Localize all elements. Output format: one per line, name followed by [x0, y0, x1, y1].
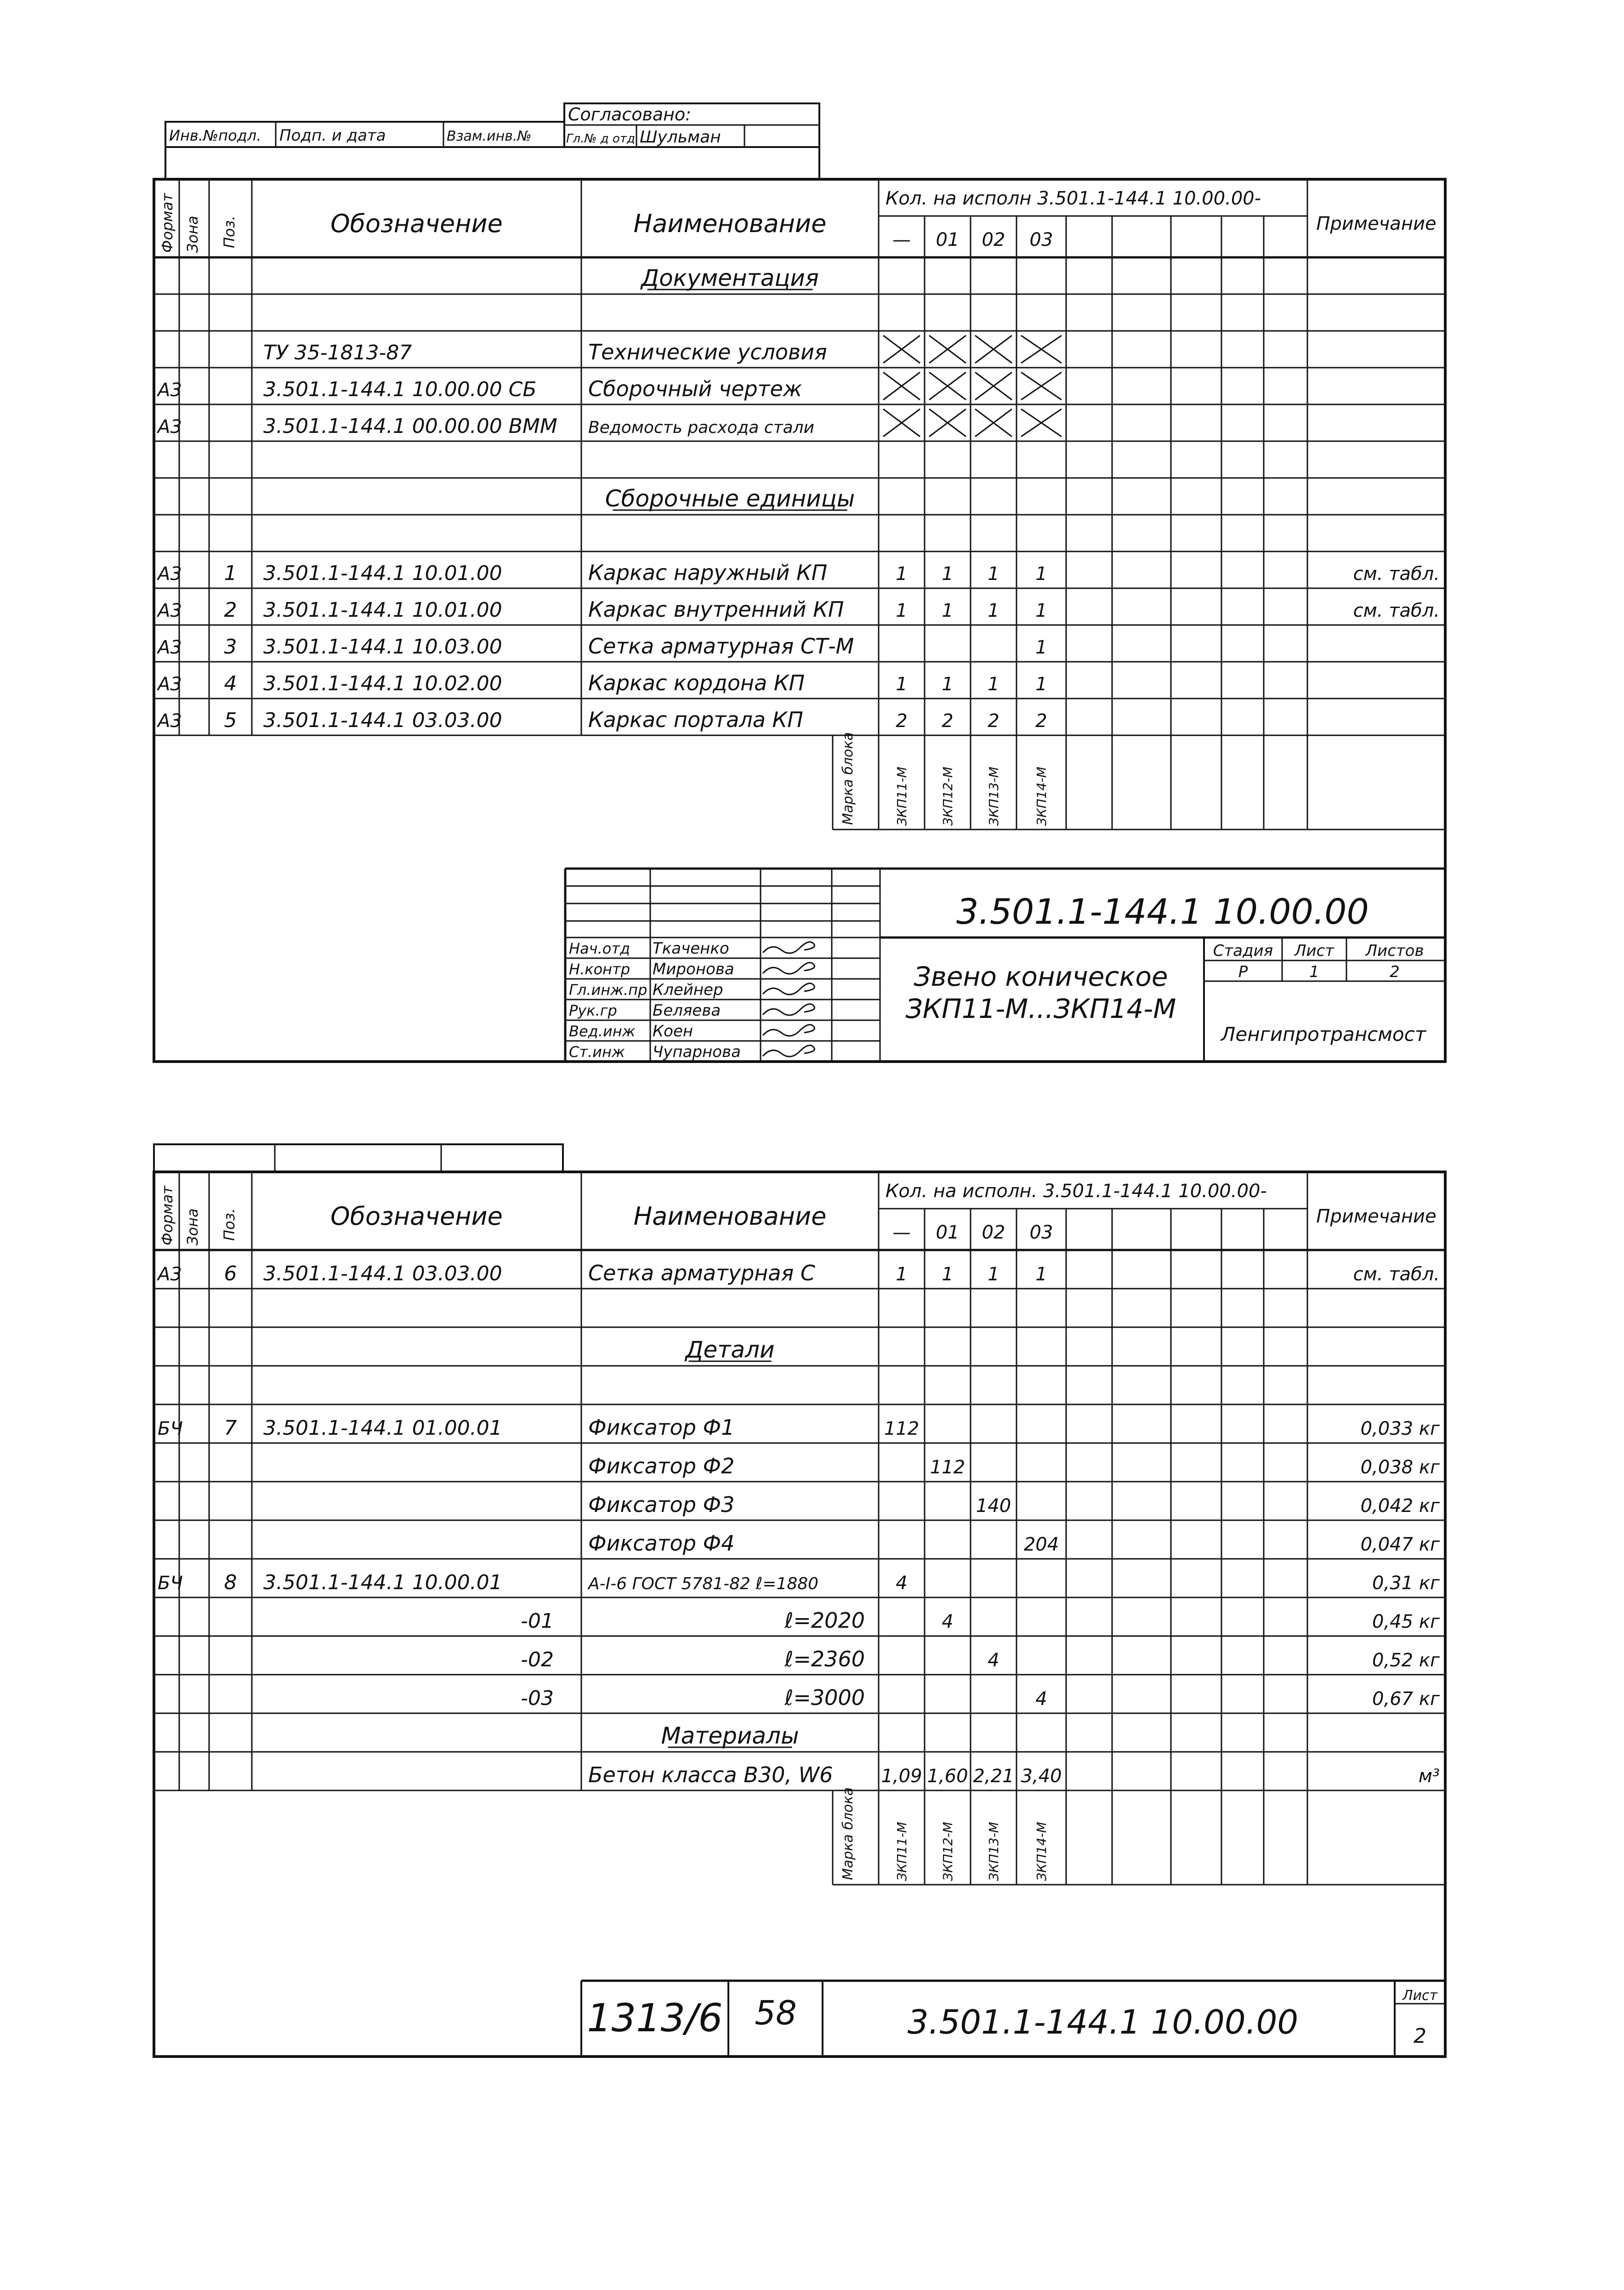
cell-name: Каркас наружный КП	[588, 560, 828, 585]
stamp-inv-label: Инв.№подл.	[169, 127, 261, 144]
cell-format: А3	[158, 380, 182, 401]
cell-designation: 3.501.1-144.1 10.01.00	[263, 562, 502, 585]
cell-qty: 1,09	[881, 1766, 922, 1787]
cell-designation: 3.501.1-144.1 10.01.00	[263, 598, 502, 622]
header-qty-col: 03	[1029, 229, 1053, 250]
cell-name: Фиксатор Ф2	[588, 1454, 735, 1478]
cell-qty: 1	[896, 674, 908, 695]
cell-qty: 140	[976, 1495, 1011, 1517]
cell-qty: 4	[896, 1573, 908, 1594]
cell-note: см. табл.	[1353, 563, 1440, 585]
cell-qty: 1	[942, 1264, 954, 1285]
cell-qty: 3,40	[1021, 1766, 1062, 1787]
cell-name: Каркас портала КП	[588, 707, 803, 732]
signature	[763, 942, 815, 953]
cell-qty: 1	[1035, 674, 1047, 695]
cell-name: Бетон класса В30, W6	[588, 1762, 833, 1787]
block-mark: ЗКП12-М	[940, 1822, 955, 1881]
cell-name: Фиксатор Ф4	[588, 1531, 735, 1556]
block-mark: ЗКП11-М	[894, 767, 909, 826]
cell-qty: 2,21	[973, 1766, 1014, 1787]
cell-pos: 1	[224, 562, 237, 585]
section-title: Детали	[685, 1336, 775, 1363]
block-mark: ЗКП12-М	[940, 767, 955, 826]
signer-name: Коен	[653, 1022, 693, 1040]
cell-qty: 1	[896, 600, 908, 621]
sheet-value: 1	[1309, 963, 1319, 981]
doc-title: Звено коническое	[914, 961, 1168, 992]
signer-name: Миронова	[653, 960, 734, 978]
cell-qty: 204	[1023, 1534, 1059, 1555]
stamp-sign-label: Подп. и дата	[279, 126, 386, 145]
sheets-label: Листов	[1365, 942, 1424, 960]
header-name: Наименование	[633, 209, 827, 238]
doc-number: 3.501.1-144.1 10.00.00	[956, 891, 1369, 932]
cell-name: ℓ=2020	[784, 1608, 865, 1633]
cell-name: Сборочный чертеж	[588, 376, 802, 401]
block-mark: ЗКП13-М	[986, 767, 1001, 826]
cell-qty: 112	[884, 1418, 920, 1439]
cell-designation: 3.501.1-144.1 10.00.00 СБ	[263, 378, 537, 401]
stamp-replace-label: Взам.инв.№	[447, 128, 532, 144]
cell-designation: 3.501.1-144.1 10.03.00	[263, 635, 502, 659]
cell-name: Каркас внутренний КП	[588, 597, 844, 622]
cell-name: Каркас кордона КП	[588, 671, 805, 695]
signature	[763, 1046, 815, 1057]
sheet2-stamp-tabs	[154, 1144, 563, 1172]
signer-name: Беляева	[653, 1001, 721, 1020]
section-title: Сборочные единицы	[605, 485, 855, 512]
cell-pos: 6	[224, 1262, 237, 1285]
signer-role: Н.контр	[569, 960, 630, 978]
header-designation: Обозначение	[330, 1202, 503, 1231]
header-zone: Зона	[184, 1208, 201, 1245]
doc-number: 3.501.1-144.1 10.00.00	[907, 2003, 1299, 2041]
cell-designation: 3.501.1-144.1 03.03.00	[263, 1262, 502, 1285]
cell-note: 0,038 кг	[1360, 1457, 1440, 1478]
cell-note: м³	[1418, 1766, 1440, 1787]
section-title: Материалы	[661, 1722, 799, 1749]
archive-number: 1313/6	[587, 1995, 723, 2040]
cell-note: см. табл.	[1353, 1264, 1440, 1285]
cell-note: 0,047 кг	[1360, 1534, 1440, 1555]
signer-name: Ткаченко	[653, 939, 729, 958]
page-number: 58	[755, 1994, 797, 2032]
cell-designation: 3.501.1-144.1 10.02.00	[263, 672, 502, 695]
cell-note: 0,033 кг	[1360, 1418, 1440, 1439]
stage-value: Р	[1238, 963, 1248, 981]
signature	[763, 983, 815, 994]
cell-name: Фиксатор Ф1	[588, 1415, 735, 1440]
block-mark: ЗКП14-М	[1034, 767, 1049, 826]
cell-qty: 1	[988, 600, 999, 621]
cell-qty: 1	[988, 1264, 999, 1285]
agreed-role: Гл.№ д отд	[566, 132, 635, 146]
cell-note: 0,042 кг	[1360, 1495, 1440, 1517]
cell-format: А3	[158, 674, 182, 695]
header-pos: Поз.	[221, 216, 238, 248]
cell-designation: -03	[521, 1687, 554, 1710]
signer-role: Вед.инж	[569, 1023, 636, 1040]
header-format: Формат	[159, 193, 176, 253]
cell-format: БЧ	[158, 1418, 183, 1439]
cell-format: А3	[158, 710, 182, 732]
cell-qty: 4	[1035, 1688, 1047, 1710]
cell-format: А3	[158, 637, 182, 658]
cell-qty: 4	[988, 1650, 999, 1671]
stage-label: Стадия	[1213, 942, 1273, 960]
cell-designation: ТУ 35-1813-87	[263, 341, 412, 364]
sheet-value: 2	[1414, 2024, 1426, 2048]
cell-designation: 3.501.1-144.1 10.00.01	[263, 1571, 502, 1594]
cell-pos: 3	[224, 635, 237, 659]
header-qty-col: 03	[1029, 1222, 1053, 1243]
cell-note: см. табл.	[1353, 600, 1440, 621]
header-qty-col: 02	[982, 229, 1005, 250]
cell-qty: 112	[930, 1457, 965, 1478]
cell-qty: 1,60	[927, 1766, 968, 1787]
sheet-label: Лист	[1294, 942, 1334, 960]
header-qty-group: Кол. на исполн. 3.501.1-144.1 10.00.00-	[886, 1181, 1267, 1202]
cell-format: БЧ	[158, 1573, 183, 1594]
marks-label: Марка блока	[840, 1787, 856, 1880]
cell-designation: -02	[521, 1648, 554, 1671]
header-pos: Поз.	[221, 1208, 238, 1241]
cell-name: ℓ=3000	[784, 1685, 865, 1710]
sheets-value: 2	[1390, 963, 1400, 981]
signer-role: Гл.инж.пр	[569, 981, 647, 999]
cell-note: 0,31 кг	[1372, 1573, 1440, 1594]
cell-qty: 1	[942, 563, 954, 585]
cell-name: А-I-6 ГОСТ 5781-82 ℓ=1880	[588, 1574, 819, 1593]
header-designation: Обозначение	[330, 209, 503, 238]
header-note: Примечание	[1316, 213, 1437, 234]
cell-name: Сетка арматурная СТ-М	[588, 634, 854, 659]
signer-name: Чупарнова	[653, 1043, 741, 1061]
cell-designation: -01	[521, 1609, 554, 1633]
cell-pos: 5	[224, 709, 237, 732]
header-qty-col: 01	[936, 1222, 960, 1243]
cell-qty: 2	[942, 710, 954, 732]
cell-qty: 1	[942, 674, 954, 695]
cell-qty: 1	[896, 1264, 908, 1285]
header-name: Наименование	[633, 1202, 827, 1231]
cell-designation: 3.501.1-144.1 00.00.00 ВММ	[263, 415, 557, 438]
cell-note: 0,67 кг	[1372, 1688, 1440, 1710]
cell-pos: 2	[224, 598, 237, 622]
cell-qty: 1	[988, 674, 999, 695]
sheet-label: Лист	[1402, 1988, 1438, 2004]
header-qty-col: 01	[936, 229, 960, 250]
cell-pos: 4	[224, 672, 237, 695]
cell-name: Технические условия	[588, 340, 827, 364]
section-title: Документация	[641, 265, 819, 291]
cell-qty: 2	[988, 710, 999, 732]
cell-pos: 7	[224, 1416, 237, 1440]
cell-qty: 1	[988, 563, 999, 585]
cell-name: Фиксатор Ф3	[588, 1492, 735, 1517]
cell-qty: 2	[1035, 710, 1047, 732]
cell-qty: 1	[1035, 637, 1047, 658]
signer-role: Нач.отд	[569, 940, 630, 957]
signature	[763, 1025, 815, 1036]
cell-designation: 3.501.1-144.1 01.00.01	[263, 1416, 502, 1440]
cell-designation: 3.501.1-144.1 03.03.00	[263, 709, 502, 732]
agreed-name: Шульман	[640, 128, 721, 147]
cell-name: ℓ=2360	[784, 1647, 865, 1671]
header-note: Примечание	[1316, 1206, 1437, 1227]
cell-qty: 1	[1035, 1264, 1047, 1285]
signature	[763, 963, 815, 974]
cell-pos: 8	[224, 1571, 237, 1594]
doc-subtitle: ЗКП11-М...ЗКП14-М	[905, 993, 1176, 1024]
signer-role: Ст.инж	[569, 1043, 625, 1061]
header-format: Формат	[159, 1186, 176, 1245]
cell-name: Ведомость расхода стали	[588, 418, 815, 437]
signer-name: Клейнер	[653, 981, 723, 999]
marks-label: Марка блока	[840, 732, 856, 825]
cell-note: 0,45 кг	[1372, 1611, 1440, 1632]
header-qty-col: 02	[982, 1222, 1005, 1243]
signature	[763, 1004, 815, 1015]
cell-format: А3	[158, 600, 182, 621]
cell-qty: 1	[1035, 563, 1047, 585]
agreed-title: Согласовано:	[568, 104, 692, 125]
header-qty-group: Кол. на исполн 3.501.1-144.1 10.00.00-	[886, 188, 1261, 209]
cell-qty: 4	[942, 1611, 954, 1632]
organization: Ленгипротрансмост	[1221, 1023, 1426, 1046]
block-mark: ЗКП14-М	[1034, 1822, 1049, 1881]
block-mark: ЗКП11-М	[894, 1822, 909, 1881]
cell-qty: 1	[896, 563, 908, 585]
header-zone: Зона	[184, 216, 201, 253]
cell-note: 0,52 кг	[1372, 1650, 1440, 1671]
block-mark: ЗКП13-М	[986, 1822, 1001, 1881]
cell-qty: 1	[1035, 600, 1047, 621]
cell-qty: 1	[942, 600, 954, 621]
cell-qty: 2	[896, 710, 908, 732]
header-qty-col: —	[892, 229, 911, 250]
cell-name: Сетка арматурная С	[588, 1261, 815, 1285]
cell-format: А3	[158, 1264, 182, 1285]
cell-format: А3	[158, 563, 182, 585]
signer-role: Рук.гр	[569, 1002, 617, 1019]
header-qty-col: —	[892, 1222, 911, 1243]
cell-format: А3	[158, 416, 182, 438]
